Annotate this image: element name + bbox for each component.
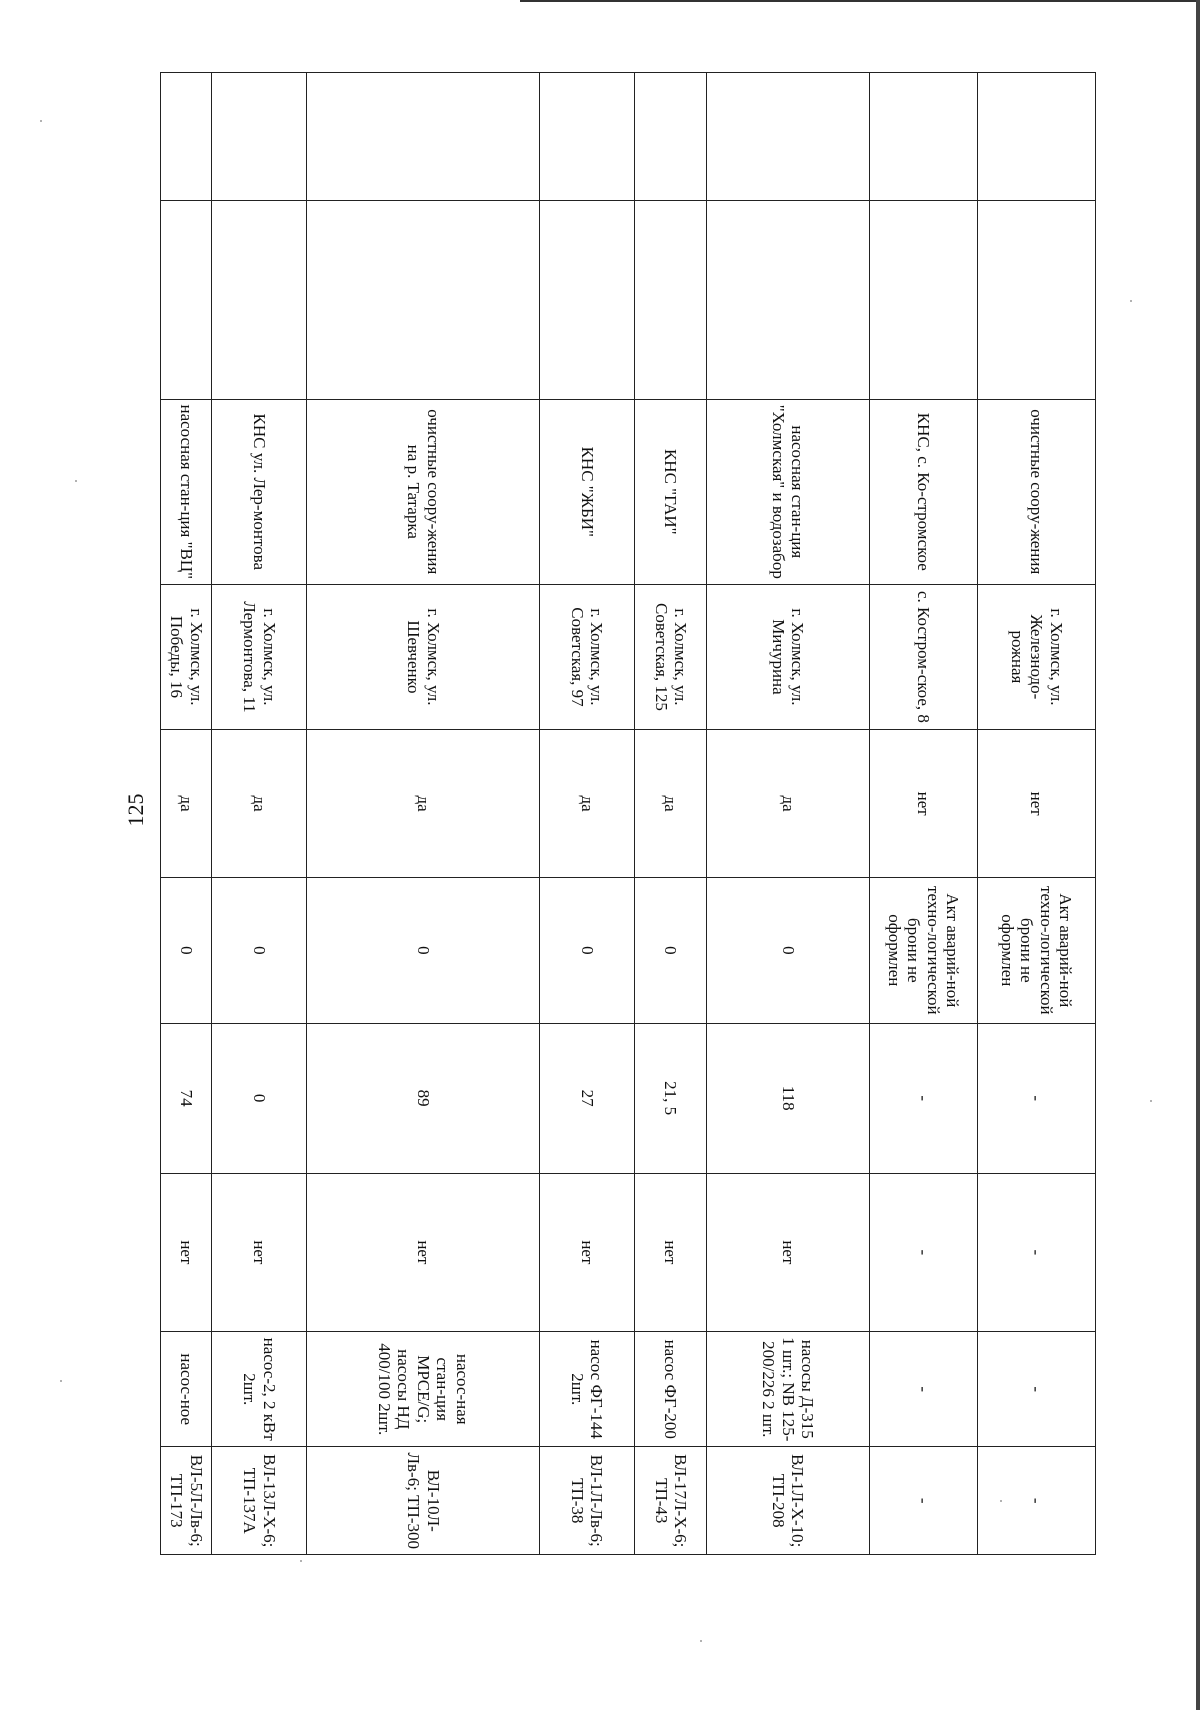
table-cell: - — [977, 1023, 1095, 1173]
table-cell: да — [707, 730, 869, 878]
table-cell — [977, 73, 1095, 201]
table-cell: да — [307, 730, 539, 878]
table-cell: 0 — [212, 1023, 307, 1173]
table-cell: насосы Д-315 1 шт.; NB 125-200/226 2 шт. — [707, 1331, 869, 1447]
table-cell: 0 — [307, 878, 539, 1024]
table-row — [161, 73, 212, 1555]
table-cell — [635, 201, 707, 400]
rotated-table-container — [160, 72, 1096, 1555]
table-cell: ВЛ-17Л-Х-6; ТП-43 — [635, 1447, 707, 1555]
table-cell — [539, 73, 634, 201]
table-row — [539, 73, 634, 1555]
table-cell: Акт аварий-ной техно-логической брони не оформлен — [977, 878, 1095, 1024]
table-cell: да — [635, 730, 707, 878]
scan-speck — [700, 1640, 702, 1642]
table-row — [635, 73, 707, 1555]
table-cell: да — [539, 730, 634, 878]
table-cell: - — [869, 1447, 977, 1555]
scan-right-edge — [1196, 0, 1200, 1710]
table-cell: ВЛ-5Л-Лв-6; ТП-173 — [161, 1447, 212, 1555]
table-cell: нет — [869, 730, 977, 878]
table-cell: - — [869, 1173, 977, 1331]
table-cell: насос-2, 2 кВт 2шт. — [212, 1331, 307, 1447]
table-cell: 27 — [539, 1023, 634, 1173]
table-cell — [212, 201, 307, 400]
table-cell: 21, 5 — [635, 1023, 707, 1173]
table-cell: г. Холмск, ул. Победы, 16 — [161, 584, 212, 730]
table-cell: - — [977, 1447, 1095, 1555]
scan-speck — [1000, 1500, 1002, 1502]
table-cell: КНС "ГАИ" — [635, 399, 707, 584]
table-cell: нет — [707, 1173, 869, 1331]
table-cell: насосная стан-ция "ВЦ" — [161, 399, 212, 584]
table-cell: насос ФГ-200 — [635, 1331, 707, 1447]
table-cell: 118 — [707, 1023, 869, 1173]
table-cell: - — [869, 1023, 977, 1173]
table-cell: 0 — [539, 878, 634, 1024]
table-cell: г. Холмск, ул. Мичурина — [707, 584, 869, 730]
table-row — [212, 73, 307, 1555]
table-cell: с. Костром-ское, 8 — [869, 584, 977, 730]
table-cell — [539, 201, 634, 400]
table-cell — [307, 201, 539, 400]
table-cell: 89 — [307, 1023, 539, 1173]
table-cell: - — [869, 1331, 977, 1447]
table-cell: насос-ная стан-ция MPCE/G; насосы НД 400/100 2шт. — [307, 1331, 539, 1447]
table-cell: - — [977, 1173, 1095, 1331]
table-cell: очистные соору-жения — [977, 399, 1095, 584]
table-cell — [212, 73, 307, 201]
table-cell — [161, 73, 212, 201]
table-row — [869, 73, 977, 1555]
page-number: 125 — [123, 793, 148, 827]
table-cell — [869, 73, 977, 201]
table-cell: - — [977, 1331, 1095, 1447]
table-cell: нет — [307, 1173, 539, 1331]
table-row — [977, 73, 1095, 1555]
scan-speck — [60, 1380, 62, 1382]
table-cell: нет — [977, 730, 1095, 878]
table-cell: насос ФГ-144 2шт. — [539, 1331, 634, 1447]
table-cell: КНС "ЖБИ" — [539, 399, 634, 584]
table-cell: ВЛ-1Л-Х-10; ТП-208 — [707, 1447, 869, 1555]
table-cell — [307, 73, 539, 201]
table-cell — [635, 73, 707, 201]
table-cell: ВЛ-1Л-Лв-6; ТП-38 — [539, 1447, 634, 1555]
table-cell: нет — [539, 1173, 634, 1331]
data-table — [160, 72, 1096, 1555]
table-cell: 0 — [635, 878, 707, 1024]
scan-speck — [1130, 300, 1132, 302]
table-cell — [977, 201, 1095, 400]
table-cell — [161, 201, 212, 400]
table-row — [707, 73, 869, 1555]
table-cell: нет — [212, 1173, 307, 1331]
table-cell: 0 — [212, 878, 307, 1024]
scan-speck — [300, 1560, 302, 1562]
table-cell: г. Холмск, ул. Советская, 125 — [635, 584, 707, 730]
table-cell: КНС, с. Ко-стромское — [869, 399, 977, 584]
table-cell: насосная стан-ция "Холмская" и водозабор — [707, 399, 869, 584]
table-cell: г. Холмск, ул. Шевченко — [307, 584, 539, 730]
table-cell: г. Холмск, ул. Лермонтова, 11 — [212, 584, 307, 730]
scan-speck — [1150, 1100, 1152, 1102]
table-cell — [707, 73, 869, 201]
scan-top-line — [520, 0, 1200, 2]
table-cell: г. Холмск, ул. Советская, 97 — [539, 584, 634, 730]
table-cell: КНС ул. Лер-монтова — [212, 399, 307, 584]
table-cell — [707, 201, 869, 400]
table-cell: нет — [161, 1173, 212, 1331]
scan-speck — [75, 480, 77, 482]
table-cell: да — [212, 730, 307, 878]
table-cell: ВЛ-10Л-Лв-6; ТП-300 — [307, 1447, 539, 1555]
table-cell: очистные соору-жения на р. Татарка — [307, 399, 539, 584]
table-cell: 0 — [707, 878, 869, 1024]
table-cell: Акт аварий-ной техно-логической брони не оформлен — [869, 878, 977, 1024]
table-cell: насос-ное — [161, 1331, 212, 1447]
table-cell — [869, 201, 977, 400]
table-cell: ВЛ-13Л-Х-6; ТП-137А — [212, 1447, 307, 1555]
table-cell: да — [161, 730, 212, 878]
table-cell: нет — [635, 1173, 707, 1331]
table-cell: 74 — [161, 1023, 212, 1173]
scan-speck — [40, 120, 42, 122]
table-cell: г. Холмск, ул. Железнодо-рожная — [977, 584, 1095, 730]
table-cell: 0 — [161, 878, 212, 1024]
table-row — [307, 73, 539, 1555]
